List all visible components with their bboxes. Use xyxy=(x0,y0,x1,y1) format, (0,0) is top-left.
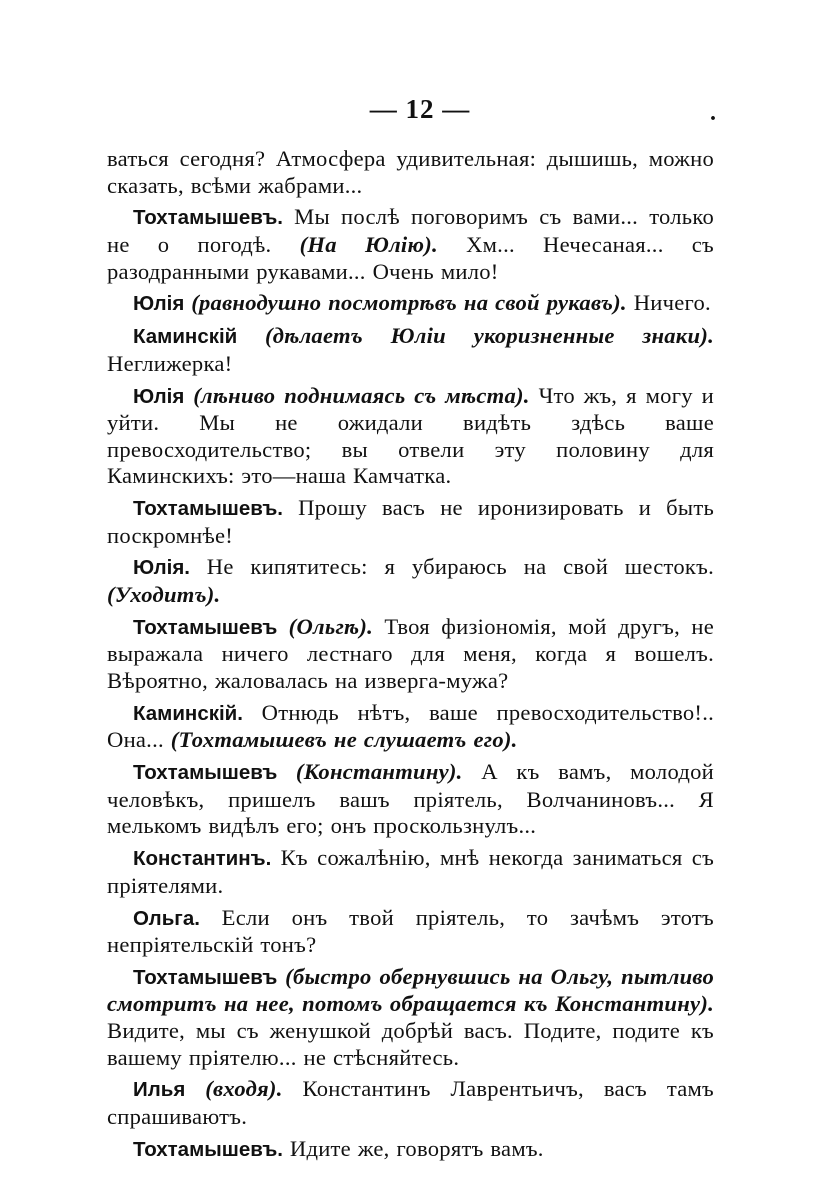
stage-direction: (лѣниво поднимаясь съ мѣста). xyxy=(184,382,530,408)
play-text xyxy=(107,146,714,1169)
speech-paragraph xyxy=(107,614,714,695)
speech-text: Идите же, говорятъ вамъ. xyxy=(282,1135,544,1161)
speaker-name: Тохтамышевъ. xyxy=(133,497,283,521)
speech-text: Отнюдь нѣтъ, ваше превосходительство!.. Она... xyxy=(107,699,714,753)
speech-paragraph xyxy=(107,845,714,899)
paragraph-text: ваться сегодня? Атмосфера удивительная: дышишь, можно сказать, всѣми жабрами... xyxy=(107,146,714,198)
speaker-name: Тохтамышевъ xyxy=(133,965,278,989)
speech-text: Хм... Нечесаная... съ разодранными рукавами... Очень мило! xyxy=(107,231,714,284)
speaker-name: Ольга. xyxy=(133,906,200,930)
speech-text: Мы послѣ поговоримъ съ вами... только не о погодѣ. xyxy=(107,204,714,257)
speech-text: Твоя физіономія, мой другъ, не выражала ничего лестнаго для меня, когда я вошелъ. Вѣроятно, жаловалась на изверга-мужа? xyxy=(107,613,714,693)
speaker-name: Каминскій. xyxy=(133,701,243,725)
speaker-name: Юлія xyxy=(133,384,185,408)
speech-paragraph xyxy=(107,905,714,959)
stage-direction: (дѣлаетъ Юліи укоризненные знаки). xyxy=(237,323,714,349)
speaker-name: Тохтамышевъ. xyxy=(133,1137,283,1161)
speech-paragraph xyxy=(107,290,714,318)
speech-text: Не кипятитесь: я убираюсь на свой шестокъ. xyxy=(190,554,714,580)
speech-text: Неглижерка! xyxy=(107,350,233,376)
stage-direction: (входя). xyxy=(185,1076,283,1102)
speaker-name: Илья xyxy=(133,1078,186,1102)
page-number: — 12 — xyxy=(369,94,471,124)
stage-direction: (равнодушно посмотрѣвъ на свой рукавъ). xyxy=(184,290,627,316)
speech-paragraph xyxy=(107,1136,714,1164)
speech-paragraph xyxy=(107,700,714,754)
speaker-name: Каминскій xyxy=(133,325,238,349)
speech-paragraph xyxy=(107,495,714,549)
speech-text: Ничего. xyxy=(626,290,711,316)
speech-text: Прошу васъ не иронизировать и быть поскромнѣе! xyxy=(107,495,714,548)
stage-direction: (Уходитъ). xyxy=(107,582,221,608)
speech-text: Къ сожалѣнію, мнѣ некогда заниматься съ пріятелями. xyxy=(107,845,714,898)
speech-text: Если онъ твой пріятель, то зачѣмъ этотъ непріятельскій тонъ? xyxy=(107,904,714,958)
stage-direction: (Ольгѣ). xyxy=(277,613,374,639)
speech-paragraph xyxy=(107,204,714,285)
speech-text: Что жъ, я могу и уйти. Мы не ожидали видѣть здѣсь ваше превосходительство; вы отвели эту половину для Каминскихъ: это—наша Камчатка. xyxy=(107,382,714,489)
speaker-name: Юлія xyxy=(133,292,185,316)
speech-paragraph xyxy=(107,1076,714,1130)
speaker-name: Тохтамышевъ. xyxy=(133,206,283,230)
stage-direction: (Тохтамышевъ не слушаетъ его). xyxy=(170,727,518,753)
speaker-name: Константинъ. xyxy=(133,847,272,871)
speech-paragraph xyxy=(107,554,714,608)
speech-paragraph xyxy=(107,964,714,1071)
speech-paragraph xyxy=(107,323,714,377)
stage-direction: (Константину). xyxy=(277,759,463,785)
paragraph-continued xyxy=(107,146,714,199)
speech-paragraph xyxy=(107,383,714,490)
speech-text: Константинъ Лаврентьичъ, васъ тамъ спрашиваютъ. xyxy=(107,1076,714,1130)
speaker-name: Тохтамышевъ xyxy=(133,761,278,785)
stage-direction: (быстро обернувшись на Ольгу, пытливо смотритъ на нее, потомъ обращается къ Константину). xyxy=(107,963,714,1017)
speech-text: А къ вамъ, молодой человѣкъ, пришелъ вашъ пріятель, Волчаниновъ... Я мелькомъ видѣлъ его; онъ проскользнулъ... xyxy=(107,759,714,839)
page-speck: . xyxy=(710,100,716,126)
stage-direction: (На Юлію). xyxy=(299,231,438,257)
speech-text: Видите, мы съ женушкой добрѣй васъ. Подите, подите къ вашему пріятелю... не стѣсняйтесь. xyxy=(107,1018,714,1070)
speaker-name: Юлія. xyxy=(133,556,191,580)
speech-paragraph xyxy=(107,759,714,840)
speaker-name: Тохтамышевъ xyxy=(133,615,278,639)
